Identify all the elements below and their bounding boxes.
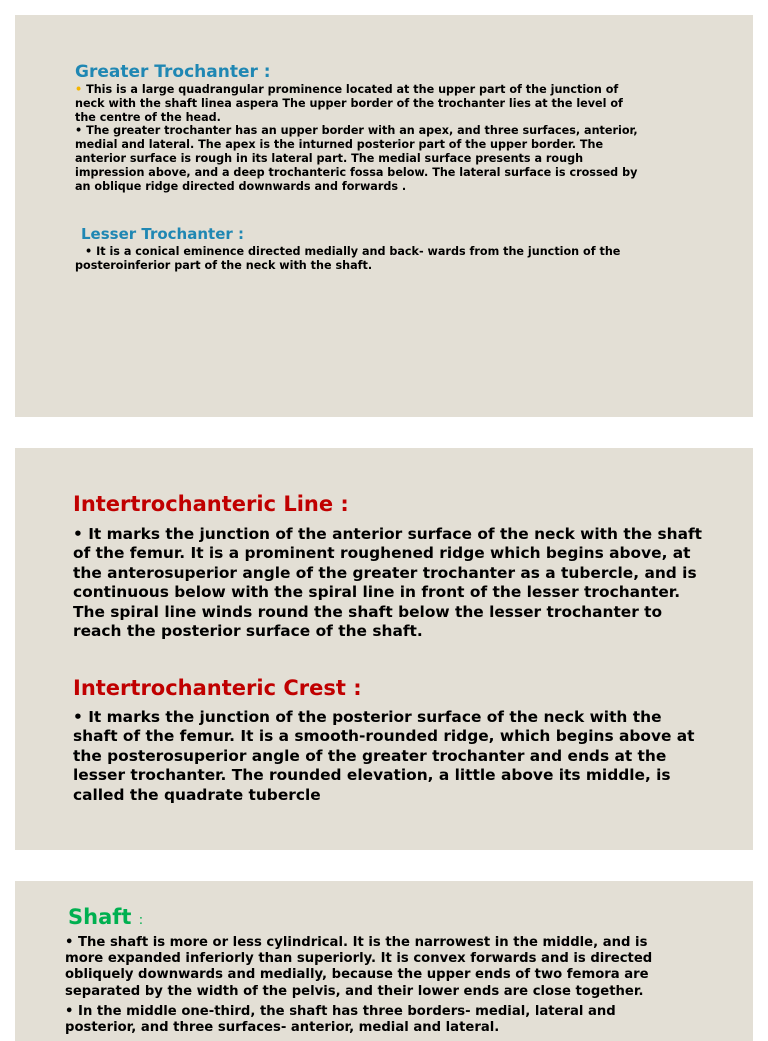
intertrochanteric-line-text: It marks the junction of the anterior surface of the neck with the shaft of the femur. It is a prominent roughened ridge which begins above, at the anterosuperior angle of the greater trochanter as a tubercle, and is continuous below with the spiral line in front of the lesser trochanter. The spiral line winds round the shaft below the lesser trochanter to reach the posterior surface of the shaft.	[73, 525, 703, 641]
shaft-heading-text: Shaft	[68, 905, 132, 929]
bullet-icon: •	[65, 935, 74, 950]
lesser-trochanter-heading: Lesser Trochanter :	[81, 225, 245, 243]
bullet-icon: •	[65, 1004, 74, 1019]
greater-trochanter-paragraph-2	[75, 124, 645, 194]
intertrochanteric-line-heading: Intertrochanteric Line :	[73, 492, 349, 516]
greater-trochanter-text-1: This is a large quadrangular prominence located at the upper part of the junction of neck with the shaft linea aspera The upper border of the trochanter lies at the level of the centre of the head.	[75, 83, 623, 124]
shaft-paragraph-2	[65, 1004, 675, 1036]
shaft-text-2: In the middle one-third, the shaft has three borders- medial, lateral and posterior, and three surfaces- anterior, medial and lateral.	[65, 1004, 616, 1036]
shaft-text-1: The shaft is more or less cylindrical. It is the narrowest in the middle, and is more expanded inferiorly than superiorly. It is convex forwards and is directed obliquely downwards and medially, because the upper ends of two femora are separated by the width of the pelvis, and their lower ends are close together.	[65, 935, 653, 999]
shaft-heading-colon: :	[138, 913, 144, 928]
shaft-heading	[68, 905, 143, 929]
lesser-trochanter-text: It is a conical eminence directed medially and back- wards from the junction of the posteroinferior part of the neck with the shaft.	[75, 245, 621, 272]
intertrochanteric-line-paragraph	[73, 525, 703, 641]
bullet-icon: •	[73, 525, 83, 543]
bullet-icon: •	[85, 245, 93, 258]
greater-trochanter-paragraph-1	[75, 83, 645, 125]
intertrochanteric-crest-paragraph	[73, 708, 703, 805]
greater-trochanter-heading: Greater Trochanter :	[75, 62, 271, 82]
slide-greater-lesser-trochanter	[15, 15, 753, 417]
intertrochanteric-crest-text: It marks the junction of the posterior surface of the neck with the shaft of the femur. It is a smooth-rounded ridge, which begins above at the posterosuperior angle of the greater trochanter and ends at the lesser trochanter. The rounded elevation, a little above its middle, is called the quadrate tubercle	[73, 708, 695, 804]
bullet-icon: •	[73, 708, 83, 726]
slide-shaft	[15, 881, 753, 1041]
intertrochanteric-crest-heading: Intertrochanteric Crest :	[73, 676, 362, 700]
lesser-trochanter-paragraph	[75, 245, 645, 273]
shaft-paragraph-1	[65, 935, 675, 1000]
slide-intertrochanteric	[15, 448, 753, 850]
bullet-icon: •	[75, 124, 83, 137]
greater-trochanter-text-2: The greater trochanter has an upper border with an apex, and three surfaces, anterior, medial and lateral. The apex is the inturned posterior part of the upper border. The anterior surface is rough in its lateral part. The medial surface presents a rough impression above, and a deep trochanteric fossa below. The lateral surface is crossed by an oblique ridge directed downwards and forwards .	[75, 124, 638, 193]
bullet-icon: •	[75, 83, 83, 96]
